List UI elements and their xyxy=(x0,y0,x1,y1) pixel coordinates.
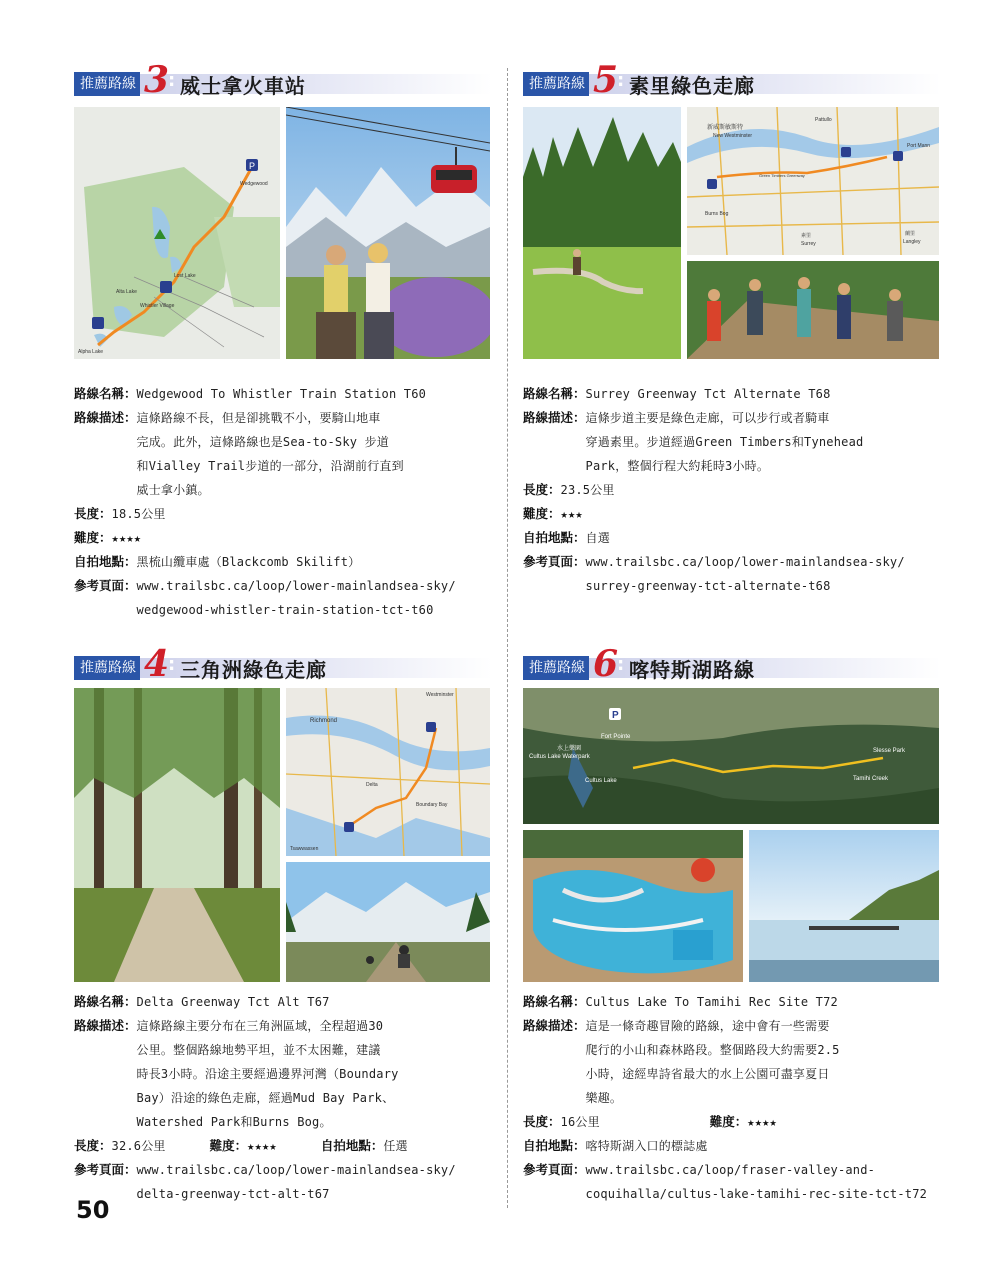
route-desc-value xyxy=(137,1014,399,1134)
route-4-section xyxy=(74,643,492,1201)
desc-line: 小時，途經卑詩省最大的水上公園可盡享夏日 xyxy=(585,1067,830,1081)
route-selfie-label: 自拍地點： xyxy=(74,554,137,569)
route-length-label: 長度： xyxy=(74,1138,112,1153)
route-ref-link[interactable] xyxy=(586,550,905,598)
map-label: Langley xyxy=(903,239,921,245)
map-label: Cultus Lake xyxy=(585,778,617,784)
route-difficulty-label: 難度： xyxy=(523,506,561,521)
map-label: Wedgewood xyxy=(240,181,268,187)
route-difficulty-row xyxy=(523,502,943,526)
route-selfie-label: 自拍地點： xyxy=(523,530,586,545)
route-name-value: Surrey Greenway Tct Alternate T68 xyxy=(585,387,831,401)
gondola-hikers-photo xyxy=(286,107,490,359)
route-number: 6 xyxy=(593,643,619,685)
ref-line[interactable]: www.trailsbc.ca/loop/lower-mainlandsea-sky/ xyxy=(585,555,905,569)
route-selfie-row xyxy=(74,550,494,574)
route-ref-label: 參考頁面： xyxy=(523,1162,586,1177)
route-3-section xyxy=(74,59,492,617)
route-tag: 推薦路線 xyxy=(74,72,140,96)
map-label: Port Mann xyxy=(907,143,931,149)
route-length-label: 長度： xyxy=(523,482,561,497)
route-length-value: 32.6公里 xyxy=(111,1139,166,1153)
route-title: 威士拿火車站 xyxy=(180,74,306,98)
route-tag: 推薦路線 xyxy=(523,656,589,680)
route-name-row xyxy=(523,990,943,1014)
route-length-row xyxy=(74,502,494,526)
route-tag: 推薦路線 xyxy=(523,72,589,96)
header-colon: : xyxy=(617,654,625,675)
page-number: 50 xyxy=(76,1196,110,1224)
mountain-bikers-photo xyxy=(286,862,490,982)
header-colon: : xyxy=(168,654,176,675)
route-4-header xyxy=(74,643,492,685)
route-ref-link[interactable] xyxy=(137,574,456,622)
route-title: 素里綠色走廊 xyxy=(629,74,755,98)
desc-line: 這條路線主要分布在三角洲區域，全程超過30 xyxy=(136,1019,384,1033)
svg-text:P: P xyxy=(249,161,256,171)
route-ref-link[interactable] xyxy=(137,1158,456,1206)
route-6-section xyxy=(523,643,941,1201)
route-ref-row xyxy=(523,550,943,598)
route-name-label: 路線名稱： xyxy=(523,386,586,401)
length-group xyxy=(74,1134,166,1158)
route-selfie-row xyxy=(523,1134,943,1158)
difficulty-stars: ★★★ xyxy=(560,507,583,521)
map-label: 蘭里 xyxy=(905,231,916,237)
difficulty-stars: ★★★★ xyxy=(747,1115,777,1129)
route-5-header xyxy=(523,59,941,101)
desc-line: 時長3小時。沿途主要經過邊界河灣（Boundary xyxy=(136,1067,399,1081)
map-label: Tsawwassen xyxy=(290,846,319,852)
map-label: Richmond xyxy=(310,718,338,724)
route-difficulty-label: 難度： xyxy=(74,530,112,545)
map-label: Slesse Park xyxy=(873,748,906,754)
column-divider xyxy=(507,68,508,1208)
difficulty-stars: ★★★★ xyxy=(111,531,142,545)
desc-line: Bay）沿途的綠色走廊，經過Mud Bay Park、 xyxy=(136,1091,395,1105)
difficulty-group xyxy=(710,1110,777,1134)
route-desc-label: 路線描述： xyxy=(523,1018,586,1033)
forest-trail-photo xyxy=(74,688,280,982)
route-name-row xyxy=(523,382,943,406)
route-desc-label: 路線描述： xyxy=(74,410,137,425)
route-selfie-value: 自選 xyxy=(585,531,610,545)
map-label: Westminster xyxy=(426,692,454,698)
route-number: 5 xyxy=(593,59,619,101)
desc-line: 這條路線不長，但是卻挑戰不小，要騎山地車 xyxy=(136,411,381,425)
route-ref-link[interactable] xyxy=(586,1158,928,1206)
map-label: Green Timbers Greenway xyxy=(759,173,805,178)
route-selfie-label: 自拍地點： xyxy=(320,1138,384,1153)
map-label: Tamihi Creek xyxy=(853,776,889,782)
desc-line: 這條步道主要是綠色走廊，可以步行或者騎車 xyxy=(585,411,830,425)
route-length-value: 16公里 xyxy=(560,1115,600,1129)
route-6-satellite-map xyxy=(523,688,939,824)
route-name-label: 路線名稱： xyxy=(74,386,137,401)
route-stats-row xyxy=(523,1110,943,1134)
route-5-map xyxy=(687,107,939,255)
route-length-value: 18.5公里 xyxy=(111,507,166,521)
header-colon: : xyxy=(168,70,176,91)
desc-line: 這是一條奇趣冒險的路線，途中會有一些需要 xyxy=(585,1019,830,1033)
map-label: Surrey xyxy=(801,241,816,247)
map-label: 水上樂園 xyxy=(557,746,582,752)
ref-line[interactable]: coquihalla/cultus-lake-tamihi-rec-site-tct-t72 xyxy=(585,1187,928,1201)
route-4-map xyxy=(286,688,490,856)
route-title: 喀特斯湖路線 xyxy=(629,658,755,682)
route-title: 三角洲綠色走廊 xyxy=(180,658,327,682)
route-name-row xyxy=(74,990,494,1014)
route-selfie-row xyxy=(523,526,943,550)
route-3-info xyxy=(74,382,494,622)
desc-line: 爬行的小山和森林路段。整個路段大約需要2.5 xyxy=(585,1043,840,1057)
difficulty-stars: ★★★★ xyxy=(247,1139,277,1153)
map-label: New Westminster xyxy=(713,133,753,139)
map-label: Alpha Lake xyxy=(78,349,104,355)
map-label: 新威斯敏斯特 xyxy=(707,125,744,131)
header-colon: : xyxy=(617,70,625,91)
route-name-row xyxy=(74,382,494,406)
route-ref-row xyxy=(523,1158,943,1206)
route-stats-row xyxy=(74,1134,494,1158)
route-5-section xyxy=(523,59,941,593)
desc-line: 公里。整個路線地勢平坦，並不太困難，建議 xyxy=(136,1043,381,1057)
ref-line[interactable]: www.trailsbc.ca/loop/lower-mainlandsea-sky/ xyxy=(136,579,456,593)
route-ref-row xyxy=(74,574,494,622)
desc-line: 和Vialley Trail步道的一部分，沿湖前行直到 xyxy=(136,459,404,473)
difficulty-group xyxy=(210,1134,277,1158)
map-label: Whistler Village xyxy=(140,303,175,309)
desc-line: 樂趣。 xyxy=(585,1091,623,1105)
route-4-info xyxy=(74,990,494,1206)
meadow-boardwalk-photo xyxy=(523,107,681,359)
map-label: Fort Pointe xyxy=(601,734,631,740)
ref-line[interactable]: delta-greenway-tct-alt-t67 xyxy=(136,1187,330,1201)
hikers-bridge-photo xyxy=(687,261,939,359)
map-label: Lost Lake xyxy=(174,273,196,279)
route-name-value: Cultus Lake To Tamihi Rec Site T72 xyxy=(585,995,838,1009)
route-desc-row xyxy=(74,1014,494,1134)
route-desc-value xyxy=(137,406,404,502)
route-difficulty-label: 難度： xyxy=(709,1114,748,1129)
route-length-row xyxy=(523,478,943,502)
route-5-info xyxy=(523,382,943,598)
svg-text:P: P xyxy=(612,710,619,721)
route-length-label: 長度： xyxy=(74,506,112,521)
route-selfie-label: 自拍地點： xyxy=(523,1138,586,1153)
route-desc-row xyxy=(523,406,943,478)
route-3-header xyxy=(74,59,492,101)
route-difficulty-row xyxy=(74,526,494,550)
route-name-label: 路線名稱： xyxy=(74,994,137,1009)
length-group xyxy=(523,1110,600,1134)
route-number: 3 xyxy=(144,59,170,101)
route-number: 4 xyxy=(144,643,170,685)
waterpark-photo xyxy=(523,830,743,982)
desc-line: Watershed Park和Burns Bog。 xyxy=(136,1115,332,1129)
desc-line: Park，整個行程大約耗時3小時。 xyxy=(585,459,770,473)
route-desc-row xyxy=(523,1014,943,1110)
route-difficulty-label: 難度： xyxy=(209,1138,248,1153)
map-label: Burns Bog xyxy=(705,211,729,217)
ref-line[interactable]: surrey-greenway-tct-alternate-t68 xyxy=(585,579,831,593)
map-label: Boundary Bay xyxy=(416,802,448,808)
ref-line[interactable]: www.trailsbc.ca/loop/fraser-valley-and- xyxy=(585,1163,876,1177)
route-name-value: Wedgewood To Whistler Train Station T60 xyxy=(136,387,427,401)
map-label: Cultus Lake Waterpark xyxy=(529,754,590,760)
route-selfie-value: 黑梳山纜車處（Blackcomb Skilift） xyxy=(136,555,361,569)
desc-line: 威士拿小鎮。 xyxy=(136,483,210,497)
route-desc-label: 路線描述： xyxy=(523,410,586,425)
route-ref-label: 參考頁面： xyxy=(523,554,586,569)
route-tag: 推薦路線 xyxy=(74,656,140,680)
ref-line[interactable]: www.trailsbc.ca/loop/lower-mainlandsea-sky/ xyxy=(136,1163,456,1177)
route-6-header xyxy=(523,643,941,685)
route-selfie-value: 喀特斯湖入口的標誌處 xyxy=(585,1139,708,1153)
route-ref-label: 參考頁面： xyxy=(74,578,137,593)
map-label: Pattullo xyxy=(815,117,832,123)
route-desc-value xyxy=(586,406,864,478)
selfie-group xyxy=(321,1134,408,1158)
map-label: Delta xyxy=(366,782,378,788)
route-name-label: 路線名稱： xyxy=(523,994,586,1009)
route-desc-label: 路線描述： xyxy=(74,1018,137,1033)
map-label: 素里 xyxy=(801,233,812,239)
route-ref-label: 參考頁面： xyxy=(74,1162,137,1177)
route-selfie-value: 任選 xyxy=(383,1139,408,1153)
route-3-map xyxy=(74,107,280,359)
route-ref-row xyxy=(74,1158,494,1206)
desc-line: 穿過素里。步道經過Green Timbers和Tynehead xyxy=(585,435,864,449)
lake-dock-photo xyxy=(749,830,939,982)
route-name-value: Delta Greenway Tct Alt T67 xyxy=(136,995,330,1009)
route-6-info xyxy=(523,990,943,1206)
ref-line[interactable]: wedgewood-whistler-train-station-tct-t60 xyxy=(136,603,434,617)
route-length-label: 長度： xyxy=(523,1114,561,1129)
desc-line: 完成。此外，這條路線也是Sea-to-Sky 步道 xyxy=(136,435,389,449)
map-label: Alta Lake xyxy=(116,289,137,295)
route-desc-row xyxy=(74,406,494,502)
route-length-value: 23.5公里 xyxy=(560,483,615,497)
route-desc-value xyxy=(586,1014,840,1110)
